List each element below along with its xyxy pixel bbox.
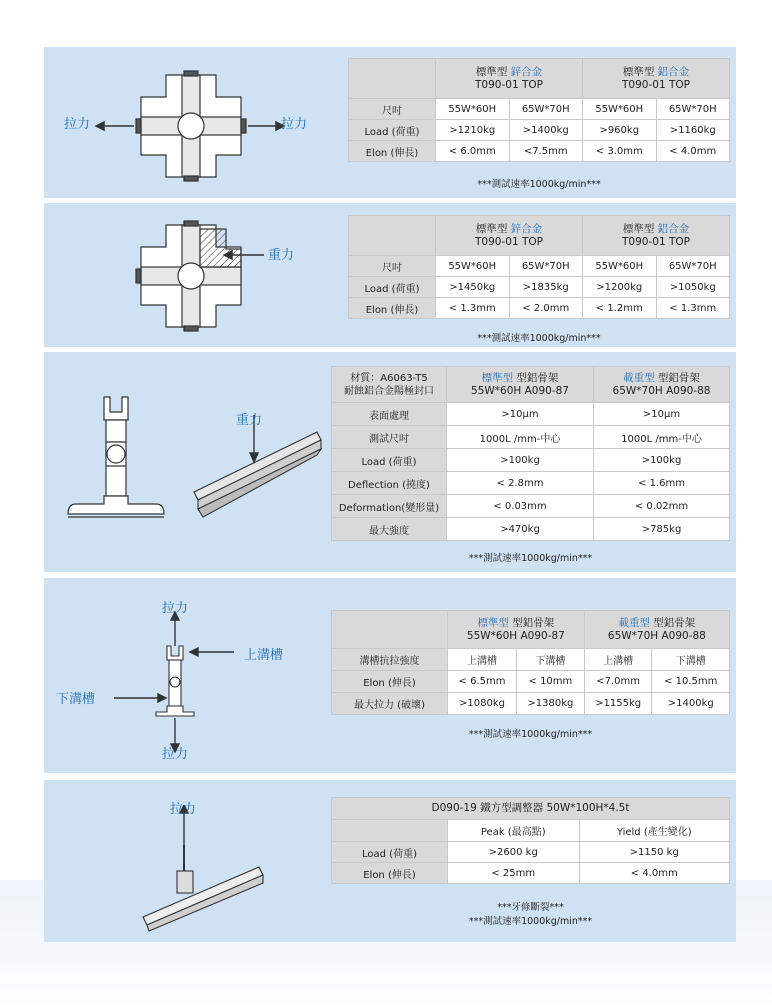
table-cell: 55W*60H: [583, 99, 657, 120]
row-label-cell: Load (荷重): [332, 842, 448, 863]
right-force-label: 拉力: [281, 117, 308, 132]
table-cell: >1080kg: [448, 693, 517, 715]
table-cell: [448, 611, 585, 649]
column-header-text: 65W*70H A090-88: [612, 384, 711, 397]
adjuster-results-table: [331, 797, 730, 884]
gravity-label: 重力: [236, 413, 263, 428]
panel-groove-tension: [44, 578, 736, 773]
row-label-cell: 尺吋: [349, 99, 436, 120]
tension-results-table: [348, 58, 730, 162]
table-cell: < 4.0mm: [656, 141, 730, 162]
table-cell: 55W*60H: [583, 256, 657, 277]
row-label-cell: Load (荷重): [349, 277, 436, 298]
panel-gravity-connector: [44, 203, 736, 347]
row-label-cell: Deformation(變形量): [332, 495, 447, 518]
bottom-force-label: 拉力: [162, 747, 189, 762]
test-rate-note: ***測試速率1000kg/min***: [477, 179, 601, 190]
column-header-text: 標準型: [622, 65, 658, 78]
row-label-cell: 測試尺吋: [332, 426, 447, 449]
table-cell: 上溝槽: [584, 649, 652, 671]
table-cell: 下溝槽: [517, 649, 585, 671]
adjuster-title: D090-19 鐵方型調整器 50W*100H*4.5t: [332, 798, 730, 820]
column-header-text: 型鋁骨架: [513, 371, 559, 384]
table-cell: >1835kg: [509, 277, 583, 298]
row-label-cell: 最大強度: [332, 518, 447, 541]
column-header-text: 標準型: [475, 65, 511, 78]
row-label-cell: Load (荷重): [332, 449, 447, 472]
panel-adjuster-tension: [44, 780, 736, 942]
column-header-text: T090-01 TOP: [622, 78, 690, 91]
row-label-cell: 表面處理: [332, 403, 447, 426]
table-cell: < 2.0mm: [509, 298, 583, 319]
column-header-text: 載重型: [623, 371, 655, 384]
groove-tension-figure: [104, 608, 304, 758]
table-cell: < 3.0mm: [583, 141, 657, 162]
column-header-text: 標準型: [481, 371, 514, 384]
frame-profile-figure: [64, 392, 204, 527]
table-cell: [447, 367, 594, 403]
table-cell: < 1.3mm: [436, 298, 510, 319]
table-cell: <7.5mm: [509, 141, 583, 162]
table-cell: 1000L /mm-中心: [447, 426, 594, 449]
column-header-text: 鋅合金: [510, 65, 543, 78]
column-header-text: 鋁合金: [657, 222, 690, 235]
table-cell: < 0.03mm: [447, 495, 594, 518]
panel-frame-deflection: [44, 352, 736, 572]
table-cell: >10μm: [594, 403, 730, 426]
table-cell: >1400kg: [652, 693, 730, 715]
left-force-label: 拉力: [64, 117, 91, 132]
table-cell: < 1.6mm: [594, 472, 730, 495]
table-cell: >1050kg: [656, 277, 730, 298]
table-cell: >1150 kg: [579, 842, 730, 863]
column-header-text: 55W*60H A090-87: [466, 629, 565, 642]
column-header-text: T090-01 TOP: [475, 235, 543, 248]
table-cell: < 25mm: [448, 863, 580, 884]
table-cell: < 0.02mm: [594, 495, 730, 518]
column-header-text: 型鋁骨架: [508, 616, 555, 629]
table-cell: >1155kg: [584, 693, 652, 715]
deflection-results-table: [331, 366, 730, 541]
column-header-text: 型鋁骨架: [649, 616, 696, 629]
table-cell: >1200kg: [583, 277, 657, 298]
table-cell: <7.0mm: [584, 671, 652, 693]
table-cell: 65W*70H: [509, 256, 583, 277]
gravity-results-table: [348, 215, 730, 319]
column-header-text: 65W*70H A090-88: [607, 629, 706, 642]
table-cell: [436, 216, 583, 256]
column-header-text: 型鋁骨架: [654, 371, 700, 384]
row-label-cell: Elon (伸長): [349, 141, 436, 162]
lower-groove-label: 下溝槽: [56, 692, 96, 707]
panel-tension-connector: [44, 47, 736, 198]
row-label-cell: Elon (伸長): [332, 863, 448, 884]
table-cell: >960kg: [583, 120, 657, 141]
table-cell: 55W*60H: [436, 256, 510, 277]
column-header-text: 鋁合金: [657, 65, 690, 78]
column-header-text: T090-01 TOP: [622, 235, 690, 248]
table-cell: [349, 59, 436, 99]
top-force-label: 拉力: [162, 601, 189, 616]
column-header-text: 載重型: [618, 616, 650, 629]
table-cell: >785kg: [594, 518, 730, 541]
table-cell: >1380kg: [517, 693, 585, 715]
row-label-cell: Load (荷重): [349, 120, 436, 141]
table-cell: [584, 611, 729, 649]
table-cell: 1000L /mm-中心: [594, 426, 730, 449]
table-cell: < 4.0mm: [579, 863, 730, 884]
test-rate-note: ***測試速率1000kg/min***: [468, 916, 593, 927]
table-cell: >100kg: [447, 449, 594, 472]
column-header-text: 鋅合金: [510, 222, 543, 235]
table-cell: [583, 59, 730, 99]
upper-groove-label: 上溝槽: [244, 648, 284, 663]
table-cell: [594, 367, 730, 403]
gravity-label: 重力: [268, 248, 295, 263]
material-line-2: 耐蝕鋁合金陽極封口: [344, 385, 434, 397]
row-label-cell: Elon (伸長): [349, 298, 436, 319]
table-cell: < 6.0mm: [436, 141, 510, 162]
test-rate-note: ***測試速率1000kg/min***: [468, 553, 593, 564]
material-line-1: 材質：A6063-T5: [350, 372, 428, 384]
table-cell: >2600 kg: [448, 842, 580, 863]
row-label-cell: 溝槽抗拉強度: [332, 649, 448, 671]
column-header-text: T090-01 TOP: [475, 78, 543, 91]
table-cell: >10μm: [447, 403, 594, 426]
row-label-cell: 最大拉力 (破壞): [332, 693, 448, 715]
adjuster-tension-figure: [139, 805, 279, 935]
test-rate-note: ***測試速率1000kg/min***: [468, 729, 593, 740]
table-cell: [583, 216, 730, 256]
table-cell: >1210kg: [436, 120, 510, 141]
table-cell: >1450kg: [436, 277, 510, 298]
column-header-text: 標準型: [475, 222, 511, 235]
table-cell: < 2.8mm: [447, 472, 594, 495]
table-cell: >1160kg: [656, 120, 730, 141]
row-label-cell: 尺吋: [349, 256, 436, 277]
table-cell: < 10.5mm: [652, 671, 730, 693]
row-label-cell: Elon (伸長): [332, 671, 448, 693]
table-cell: 65W*70H: [656, 99, 730, 120]
column-header-text: 標準型: [477, 616, 509, 629]
table-cell: 55W*60H: [436, 99, 510, 120]
column-header-text: 55W*60H A090-87: [471, 384, 569, 397]
tension-label: 拉力: [170, 802, 197, 817]
test-rate-note: ***測試速率1000kg/min***: [477, 333, 601, 344]
table-cell: 上溝槽: [448, 649, 517, 671]
table-cell: 65W*70H: [509, 99, 583, 120]
table-cell: >100kg: [594, 449, 730, 472]
table-cell: < 1.3mm: [656, 298, 730, 319]
yield-header: Yield (產生變化): [579, 820, 730, 842]
table-cell: < 1.2mm: [583, 298, 657, 319]
cross-connector-gravity-figure: [114, 217, 314, 332]
table-cell: >1400kg: [509, 120, 583, 141]
column-header-text: 標準型: [622, 222, 658, 235]
row-label-cell: Deflection (撓度): [332, 472, 447, 495]
table-cell: [436, 59, 583, 99]
row-label-cell: [332, 820, 448, 842]
table-cell: [332, 367, 447, 403]
table-cell: 下溝槽: [652, 649, 730, 671]
thread-break-note: ***牙條斷裂***: [497, 902, 564, 913]
groove-results-table: [331, 610, 730, 715]
table-cell: [332, 611, 448, 649]
table-cell: 65W*70H: [656, 256, 730, 277]
table-cell: < 6.5mm: [448, 671, 517, 693]
table-cell: [349, 216, 436, 256]
table-cell: < 10mm: [517, 671, 585, 693]
peak-header: Peak (最高點): [448, 820, 580, 842]
table-cell: >470kg: [447, 518, 594, 541]
